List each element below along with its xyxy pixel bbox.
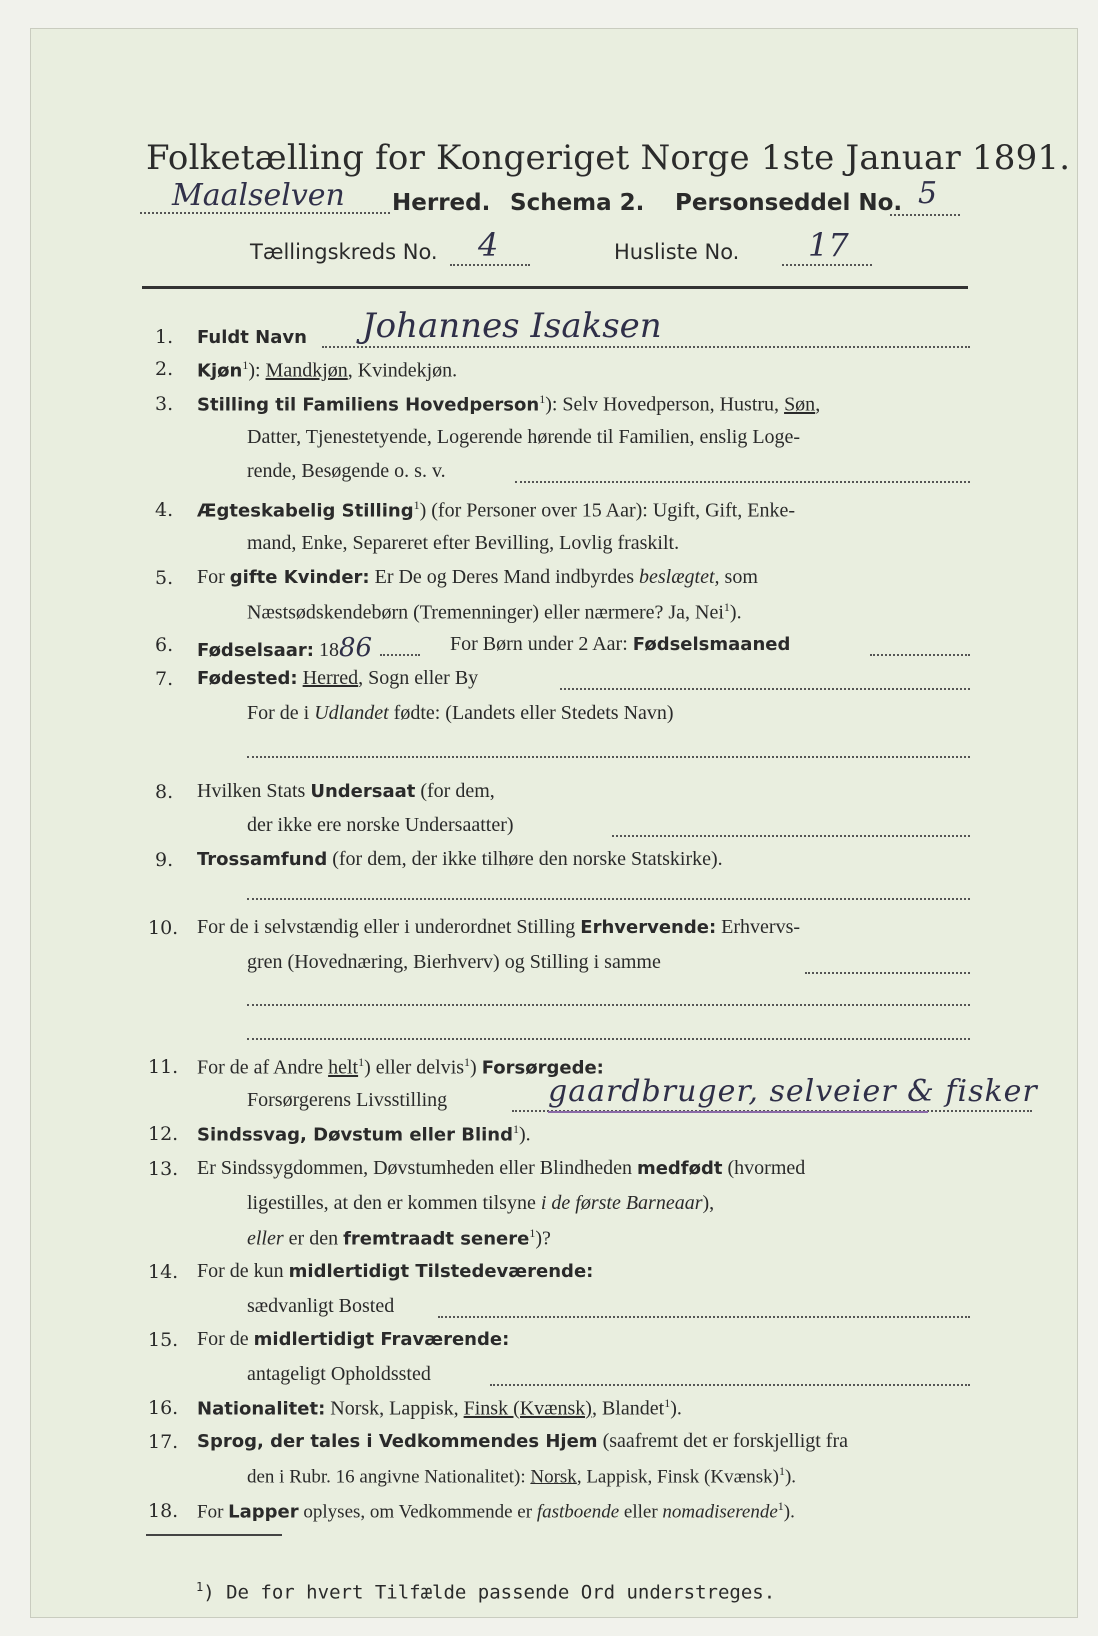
q8-number: 8. xyxy=(155,781,174,803)
q10-line2: gren (Hovednæring, Bierhverv) og Stilling i samme xyxy=(247,951,661,973)
q4-line1-rest: ) (for Personer over 15 Aar): Ugift, Gift, Enke- xyxy=(419,499,796,522)
q11-line1: For de af Andre helt$^1$) eller delvis$^1$) Forsørgede: xyxy=(197,1055,604,1079)
q13-line2-pre: ligestilles, at den er kommen tilsyne xyxy=(247,1192,541,1214)
q5-number: 5. xyxy=(155,567,174,589)
footnote-mark: 1 xyxy=(196,1580,204,1594)
q16-option-finsk: Finsk (Kvænsk) xyxy=(463,1397,592,1420)
q10-label: Erhvervende: xyxy=(580,917,717,938)
q14-line1 xyxy=(197,1260,593,1283)
q10-dotted-line xyxy=(805,972,970,974)
q6-mid: For Børn under 2 Aar: xyxy=(450,633,633,655)
q13-line2-end: ), xyxy=(702,1192,715,1214)
q10-answer-dotted-line-2 xyxy=(247,1038,970,1040)
q5-label: gifte Kvinder: xyxy=(229,567,370,588)
q2-option-kvindekjon: , Kvindekjøn. xyxy=(347,359,458,382)
herred-label: Herred. xyxy=(392,190,491,216)
q9-rest: (for dem, der ikke tilhøre den norske Statskirke). xyxy=(327,848,723,870)
q2-footnote-mark: 1 xyxy=(242,358,249,372)
q3-number: 3. xyxy=(155,393,174,415)
q13-line3-end: )? xyxy=(535,1227,551,1250)
q8-line1 xyxy=(197,780,495,803)
header-rule xyxy=(142,286,968,289)
q18-mid: oplyses, om Vedkommende er xyxy=(298,1501,537,1523)
q18-italic-nomadiserende: nomadiserende xyxy=(662,1501,778,1523)
q10-line1 xyxy=(197,916,800,939)
personseddel-number: 5 xyxy=(918,176,938,211)
q18-end: ). xyxy=(783,1501,795,1523)
q13-line2-italic: i de første Barneaar xyxy=(540,1192,703,1214)
q5-line1-end: som xyxy=(719,566,758,588)
q10-pre: For de i selvstændig eller i underordnet Stilling xyxy=(197,916,581,938)
q18-pre: For xyxy=(197,1501,229,1523)
q3-line3: rende, Besøgende o. s. v. xyxy=(247,460,446,482)
personseddel-dotted-line xyxy=(890,214,960,216)
q17-line2-pre: den i Rubr. 16 angivne Nationalitet): xyxy=(247,1466,531,1488)
q11-option-helt: helt xyxy=(328,1056,359,1079)
q2-rest: ): xyxy=(248,359,266,382)
q12-label: Sindssvag, Døvstum eller Blind xyxy=(197,1124,513,1146)
q6-number: 6. xyxy=(155,634,174,656)
q5-line2-end: ). xyxy=(729,601,742,624)
q17-line1 xyxy=(197,1430,848,1453)
q12-end: ). xyxy=(518,1123,531,1146)
q13-number: 13. xyxy=(148,1158,179,1180)
tellingskreds-dotted-line xyxy=(450,264,530,266)
q4-line1: Ægteskabelig Stilling$^1$) (for Personer over 15 Aar): Ugift, Gift, Enke- xyxy=(197,498,796,522)
q7-dotted-line xyxy=(560,688,970,690)
q15-dotted-line xyxy=(490,1384,970,1386)
q3-dotted-line xyxy=(515,481,970,483)
q8-line1-rest: (for dem, xyxy=(415,780,495,802)
q15-label: midlertidigt Fraværende: xyxy=(253,1329,510,1350)
q5-line2: Næstsødskendebørn (Tremenninger) eller nærmere? Ja, Nei$^1$). xyxy=(247,600,742,624)
q16-end2: ). xyxy=(670,1397,682,1420)
q2-number: 2. xyxy=(155,358,174,380)
herred-name-handwritten: Maalselven xyxy=(172,178,345,213)
q16-end: , Blandet xyxy=(591,1397,665,1420)
q8-line2: der ikke ere norske Undersaatter) xyxy=(247,814,514,836)
q17-option-norsk: Norsk xyxy=(530,1466,577,1488)
q2-option-mandkjon: Mandkjøn xyxy=(265,359,348,382)
q6-year-dotted-line xyxy=(380,654,420,656)
footnote xyxy=(196,1580,775,1603)
q17-label: Sprog, der tales i Vedkommendes Hjem xyxy=(197,1431,598,1452)
q5-line2-text: Næstsødskendebørn (Tremenninger) eller nærmere? Ja, Nei xyxy=(247,601,724,624)
q18-label: Lapper xyxy=(228,1501,299,1523)
q7-option-herred: Herred xyxy=(302,667,359,689)
q14-line2: sædvanligt Bosted xyxy=(247,1295,395,1317)
q7-line1-rest: , Sogn eller By xyxy=(358,667,479,689)
husliste-number: 17 xyxy=(808,226,849,264)
q17-line1-rest: (saafremt det er forskjelligt fra xyxy=(597,1430,849,1452)
q5-line1 xyxy=(197,566,758,589)
q8-label: Undersaat xyxy=(310,781,416,802)
q16-label: Nationalitet: xyxy=(197,1398,326,1420)
q6-month-dotted-line xyxy=(870,654,970,656)
q4-number: 4. xyxy=(155,499,174,521)
q13-line1 xyxy=(197,1157,805,1180)
q13-line1-pre: Er Sindssygdommen, Døvstumheden eller Blindheden xyxy=(197,1157,637,1179)
q3-line1-end: , xyxy=(815,393,821,416)
q11-mid2: ) xyxy=(470,1056,482,1079)
q3-line1: Stilling til Familiens Hovedperson$^1$): Selv Hovedperson, Hustru, Søn, xyxy=(197,392,821,416)
q7-line2 xyxy=(247,702,674,725)
q2-label: Kjøn xyxy=(197,360,243,382)
q4-label: Ægteskabelig Stilling xyxy=(197,500,414,522)
q17-line2-end: ). xyxy=(784,1466,797,1488)
footnote-rule xyxy=(146,1534,282,1536)
husliste-label: Husliste No. xyxy=(614,240,740,264)
q17-number: 17. xyxy=(148,1431,179,1453)
q1-label: Fuldt Navn xyxy=(197,327,307,348)
q15-number: 15. xyxy=(148,1329,179,1351)
q16-pre: Norsk, Lappisk, xyxy=(325,1397,464,1420)
q5-line1-rest: Er De og Deres Mand indbyrdes xyxy=(369,566,639,588)
q18-italic-fastboende: fastboende xyxy=(536,1501,620,1523)
q1-number: 1. xyxy=(155,326,174,348)
q7-line2-rest: fødte: (Landets eller Stedets Navn) xyxy=(388,702,674,724)
q11-line2: Forsørgerens Livsstilling xyxy=(247,1089,448,1111)
personseddel-label: Personseddel No. xyxy=(675,190,903,216)
q13-label: medfødt xyxy=(636,1158,723,1179)
q12-line: Sindssvag, Døvstum eller Blind$^1$). xyxy=(197,1122,531,1146)
q6-line xyxy=(197,633,372,663)
q11-number: 11. xyxy=(148,1056,179,1078)
census-form-sheet xyxy=(30,28,1078,1618)
q9-answer-dotted-line xyxy=(247,898,970,900)
footnote-text: ) De for hvert Tilfælde passende Ord understreges. xyxy=(203,1581,776,1604)
q3-option-son: Søn xyxy=(784,393,816,416)
q7-line2-italic: Udlandet xyxy=(314,702,389,724)
q14-number: 14. xyxy=(148,1261,179,1283)
q3-line2: Datter, Tjenestetyende, Logerende hørende til Familien, enslig Loge- xyxy=(247,426,801,448)
q10-answer-dotted-line-1 xyxy=(247,1004,970,1006)
q15-line2: antageligt Opholdssted xyxy=(247,1363,431,1385)
q9-label: Trossamfund xyxy=(197,849,328,870)
q12-number: 12. xyxy=(148,1123,179,1145)
q8-dotted-line xyxy=(612,835,970,837)
q3-line1-rest: ): Selv Hovedperson, Hustru, xyxy=(545,393,785,416)
q10-line1-rest: Erhvervs- xyxy=(716,916,801,938)
q16-number: 16. xyxy=(148,1397,179,1419)
q6-label2: Fødselsmaaned xyxy=(632,634,791,655)
q5-italic: beslægtet, xyxy=(638,566,720,588)
q18-mid2: eller xyxy=(619,1501,663,1523)
q2-line xyxy=(197,358,457,383)
q13-line3-mid: er den xyxy=(283,1227,344,1250)
q1-dotted-line xyxy=(322,346,970,348)
q16-line: Nationalitet: Norsk, Lappisk, Finsk (Kvænsk), Blandet$^1$). xyxy=(197,1396,682,1420)
q11-label: Forsørgede: xyxy=(481,1057,604,1079)
q9-number: 9. xyxy=(155,849,174,871)
herred-dotted-line xyxy=(140,212,390,214)
q8-line1-pre: Hvilken Stats xyxy=(197,780,311,802)
q4-line2: mand, Enke, Separeret efter Bevilling, Lovlig fraskilt. xyxy=(247,532,680,554)
form-title: Folketælling for Kongeriget Norge 1ste Januar 1891. xyxy=(146,138,1071,178)
q11-purple-underline xyxy=(548,1111,928,1113)
q14-pre: For de kun xyxy=(197,1260,289,1282)
q7-line2-pre: For de i xyxy=(247,702,315,724)
q15-line1 xyxy=(197,1328,509,1351)
q7-line1 xyxy=(197,667,478,690)
q18-line: For Lapper oplyses, om Vedkommende er fastboende eller nomadiserende$^1$). xyxy=(197,1499,795,1523)
q1-name-handwritten: Johannes Isaksen xyxy=(362,306,662,346)
q6-year-prefix: 18 xyxy=(314,639,339,661)
q11-pre: For de af Andre xyxy=(197,1056,329,1079)
tellingskreds-number: 4 xyxy=(478,226,499,264)
q11-livsstilling-handwritten: gaardbruger, selveier & fisker xyxy=(548,1074,1038,1109)
q14-dotted-line xyxy=(438,1316,970,1318)
tellingskreds-label: Tællingskreds No. xyxy=(250,240,438,264)
q7-label: Fødested: xyxy=(197,668,298,689)
q11-mid: ) eller delvis xyxy=(364,1056,465,1079)
q17-line2: den i Rubr. 16 angivne Nationalitet): Norsk, Lappisk, Finsk (Kvænsk)$^1$). xyxy=(247,1464,797,1488)
q13-line3: eller er den fremtraadt senere$^1$)? xyxy=(247,1226,551,1250)
schema-label: Schema 2. xyxy=(510,190,645,216)
q6-line-right xyxy=(450,633,790,656)
q18-number: 18. xyxy=(148,1500,179,1522)
q17-line2-rest: , Lappisk, Finsk (Kvænsk) xyxy=(576,1466,779,1488)
q13-line1-rest: (hvormed xyxy=(722,1157,806,1179)
q3-label: Stilling til Familiens Hovedperson xyxy=(197,394,540,416)
q13-line2 xyxy=(247,1192,714,1215)
q5-pre: For xyxy=(197,566,230,588)
q9-line xyxy=(197,848,723,871)
q10-number: 10. xyxy=(148,917,179,939)
husliste-dotted-line xyxy=(782,264,872,266)
q14-label: midlertidigt Tilstedeværende: xyxy=(288,1261,594,1282)
q15-pre: For de xyxy=(197,1328,254,1350)
q13-label2: fremtraadt senere xyxy=(343,1228,530,1250)
q13-line3-italic: eller xyxy=(247,1227,284,1250)
q6-label: Fødselsaar: xyxy=(197,640,314,661)
q7-answer-dotted-line xyxy=(247,756,970,758)
q7-number: 7. xyxy=(155,668,174,690)
q6-year-handwritten: 86 xyxy=(339,633,373,663)
